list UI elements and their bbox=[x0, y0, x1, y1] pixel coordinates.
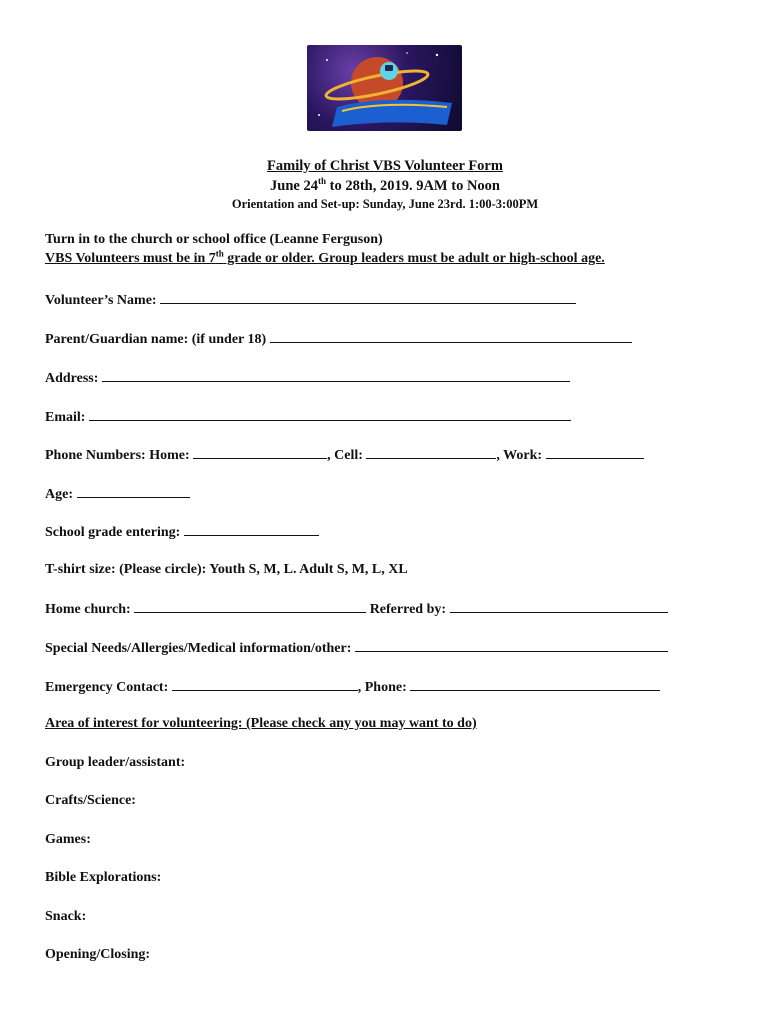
emergency-contact-label: Emergency Contact: bbox=[45, 680, 169, 695]
interests-heading: Area of interest for volunteering: (Please check any you may want to do) bbox=[45, 716, 477, 731]
age-row bbox=[45, 485, 190, 503]
interest-item[interactable]: Games: bbox=[45, 832, 91, 847]
phone-home-label: Phone Numbers: Home: bbox=[45, 448, 190, 463]
address-label: Address: bbox=[45, 371, 99, 386]
address-field[interactable] bbox=[102, 369, 570, 382]
school-grade-label: School grade entering: bbox=[45, 525, 181, 540]
phone-cell-field[interactable] bbox=[366, 446, 496, 459]
volunteer-requirement: VBS Volunteers must be in 7th grade or older. Group leaders must be adult or high-school age. bbox=[45, 248, 605, 266]
volunteer-name-row bbox=[45, 291, 576, 309]
event-dates: June 24th to 28th, 2019. 9AM to Noon bbox=[270, 176, 500, 194]
parent-name-label: Parent/Guardian name: (if under 18) bbox=[45, 332, 267, 347]
phone-cell-label: , Cell: bbox=[327, 448, 363, 463]
interest-item[interactable]: Opening/Closing: bbox=[45, 947, 151, 962]
emergency-phone-label: , Phone: bbox=[357, 680, 407, 695]
emergency-phone-field[interactable] bbox=[410, 678, 660, 691]
emergency-row bbox=[45, 678, 660, 696]
parent-name-field[interactable] bbox=[270, 330, 632, 343]
church-row bbox=[45, 600, 668, 618]
email-row bbox=[45, 408, 571, 426]
interest-item[interactable]: Bible Explorations: bbox=[45, 870, 162, 885]
home-church-field[interactable] bbox=[134, 600, 366, 613]
orientation-info: Orientation and Set-up: Sunday, June 23rd. 1:00-3:00PM bbox=[231, 197, 539, 211]
address-row bbox=[45, 369, 570, 387]
interest-item[interactable]: Crafts/Science: bbox=[45, 793, 136, 808]
school-grade-row bbox=[45, 523, 319, 541]
vbs-logo bbox=[307, 45, 462, 131]
volunteer-name-label: Volunteer’s Name: bbox=[45, 293, 157, 308]
turn-in-instructions: Turn in to the church or school office (Leanne Ferguson) bbox=[45, 232, 383, 247]
emergency-contact-field[interactable] bbox=[172, 678, 358, 691]
parent-name-row bbox=[45, 330, 632, 348]
referred-by-label: Referred by: bbox=[369, 602, 447, 617]
email-field[interactable] bbox=[89, 408, 571, 421]
interest-item[interactable]: Group leader/assistant: bbox=[45, 755, 186, 770]
interest-item[interactable]: Snack: bbox=[45, 909, 87, 924]
phone-work-label: , Work: bbox=[496, 448, 543, 463]
special-needs-row bbox=[45, 639, 668, 657]
form-title: Family of Christ VBS Volunteer Form bbox=[267, 158, 503, 174]
school-grade-field[interactable] bbox=[184, 523, 319, 536]
phone-home-field[interactable] bbox=[193, 446, 327, 459]
special-needs-label: Special Needs/Allergies/Medical information/other: bbox=[45, 641, 352, 656]
phone-work-field[interactable] bbox=[546, 446, 644, 459]
age-field[interactable] bbox=[77, 485, 190, 498]
volunteer-name-field[interactable] bbox=[160, 291, 576, 304]
email-label: Email: bbox=[45, 410, 86, 425]
home-church-label: Home church: bbox=[45, 602, 131, 617]
planet-rocket-logo-graphic bbox=[307, 45, 462, 131]
special-needs-field[interactable] bbox=[355, 639, 668, 652]
tshirt-size-text: T-shirt size: (Please circle): Youth S, M, L. Adult S, M, L, XL bbox=[45, 562, 408, 577]
phone-row bbox=[45, 446, 644, 464]
referred-by-field[interactable] bbox=[450, 600, 668, 613]
age-label: Age: bbox=[45, 487, 73, 502]
